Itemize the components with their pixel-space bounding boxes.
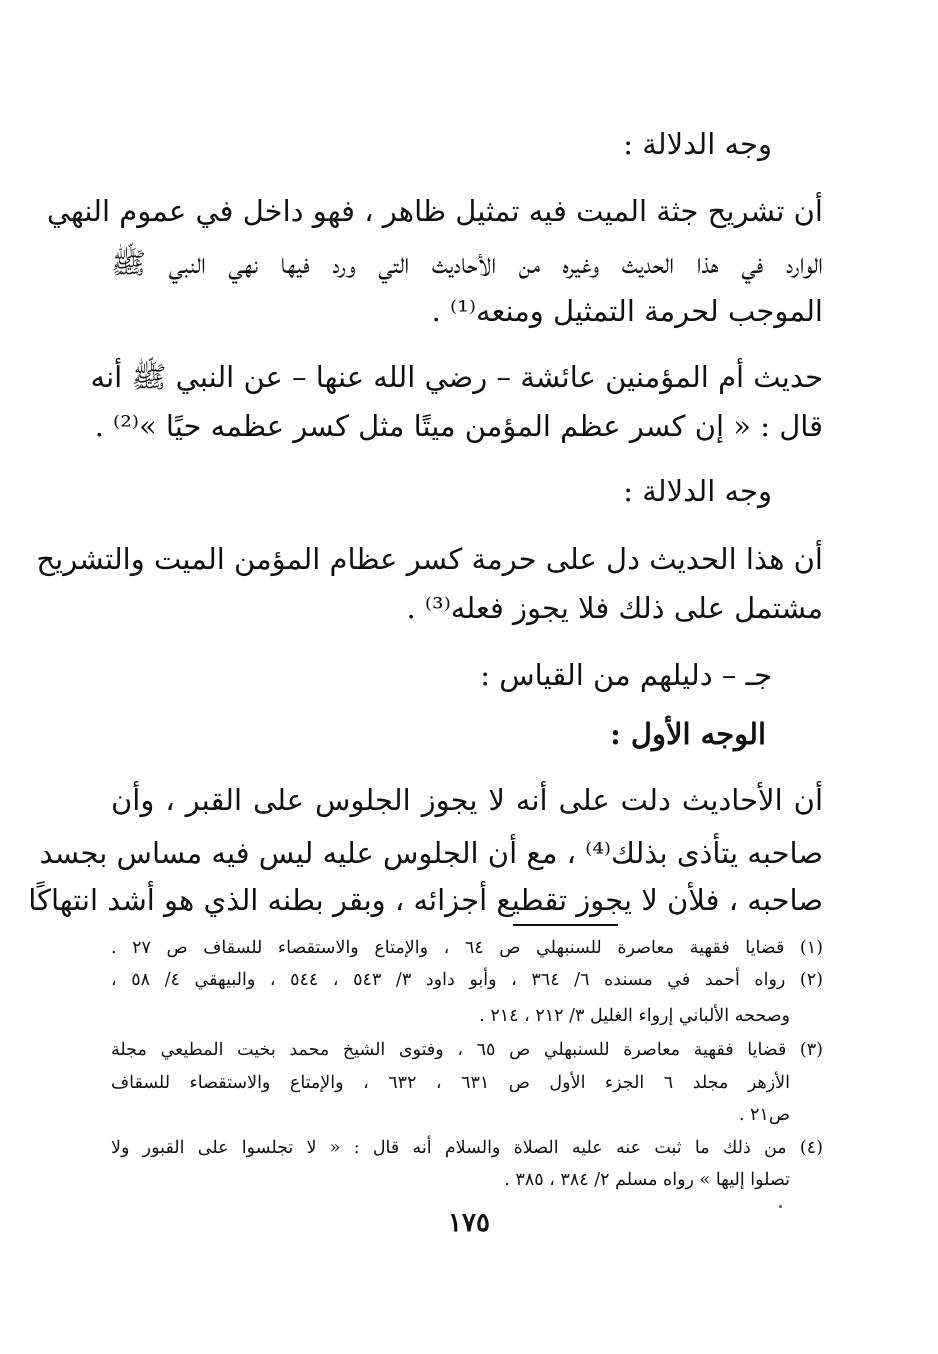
- paragraph-1-line-1: أن تشريح جثة الميت فيه تمثيل ظاهر ، فهو داخل في عموم النهي: [46, 194, 823, 228]
- footnote-4-line-1: (٤) من ذلك ما ثبت عنه عليه الصلاة والسلام أنه قال : « لا تجلسوا على القبور ولا: [111, 1138, 823, 1158]
- paragraph-1-line-3: الموجب لحرمة التمثيل ومنعه⁽¹⁾ .: [431, 294, 823, 328]
- footnote-2-line-2: وصححه الألباني إرواء الغليل ٣/ ٢١٢ ، ٢١٤ .: [479, 1006, 790, 1026]
- heading-evidence-1: وجه الدلالة :: [623, 127, 772, 161]
- heading-first-aspect: الوجه الأول :: [610, 717, 766, 751]
- paragraph-2-line-1: حديث أم المؤمنين عائشة – رضي الله عنها – عن النبي ﷺ أنه: [90, 360, 823, 394]
- footnote-4-line-2: تصلوا إليها » رواه مسلم ٢/ ٣٨٤ ، ٣٨٥ .: [504, 1170, 790, 1190]
- paragraph-1-line-2: الوارد في هذا الحديث وغيره من الأحاديث التي ورد فيها نهي النبي ﷺ: [111, 246, 823, 280]
- paragraph-4-line-3: صاحبه ، فلأن لا يجوز تقطيع أجزائه ، وبقر بطنه الذي هو أشد انتهاكًا: [28, 883, 823, 917]
- word-underline: [513, 924, 618, 926]
- scan-speck: [779, 1205, 782, 1208]
- paragraph-3-line-1: أن هذا الحديث دل على حرمة كسر عظام المؤمن الميت والتشريح: [36, 542, 823, 576]
- footnote-1: (١) قضايا فقهية معاصرة للسنبهلي ص ٦٤ ، والإمتاع والاستقصاء للسقاف ص ٢٧ .: [111, 938, 823, 958]
- paragraph-2-line-2: قال : « إن كسر عظم المؤمن ميتًا مثل كسر عظمه حيًا »⁽²⁾ .: [94, 409, 823, 443]
- paragraph-4-line-2: صاحبه يتأذى بذلك⁽⁴⁾ ، مع أن الجلوس عليه ليس فيه مساس بجسد: [39, 836, 823, 870]
- paragraph-4-line-1: أن الأحاديث دلت على أنه لا يجوز الجلوس على القبر ، وأن: [111, 783, 823, 817]
- footnote-2-line-1: (٢) رواه أحمد في مسنده ٦/ ٣٦٤ ، وأبو داود ٣/ ٥٤٣ ، ٥٤٤ ، والبيهقي ٤/ ٥٨ ،: [111, 970, 823, 990]
- footnote-3-line-3: ص٢١ .: [738, 1105, 790, 1125]
- heading-evidence-2: وجه الدلالة :: [623, 474, 772, 508]
- footnote-3-line-1: (٣) قضايا فقهية معاصرة للسنبهلي ص ٦٥ ، وفتوى الشيخ محمد بخيت المطيعي مجلة: [111, 1040, 823, 1060]
- footnote-3-line-2: الأزهر مجلد ٦ الجزء الأول ص ٦٣١ ، ٦٣٢ ، والإمتاع والاستقصاء للسقاف: [111, 1073, 791, 1093]
- paragraph-3-line-2: مشتمل على ذلك فلا يجوز فعله⁽³⁾ .: [406, 591, 823, 625]
- heading-analogy: جـ – دليلهم من القياس :: [480, 658, 772, 692]
- page-number: ١٧٥: [448, 1208, 490, 1238]
